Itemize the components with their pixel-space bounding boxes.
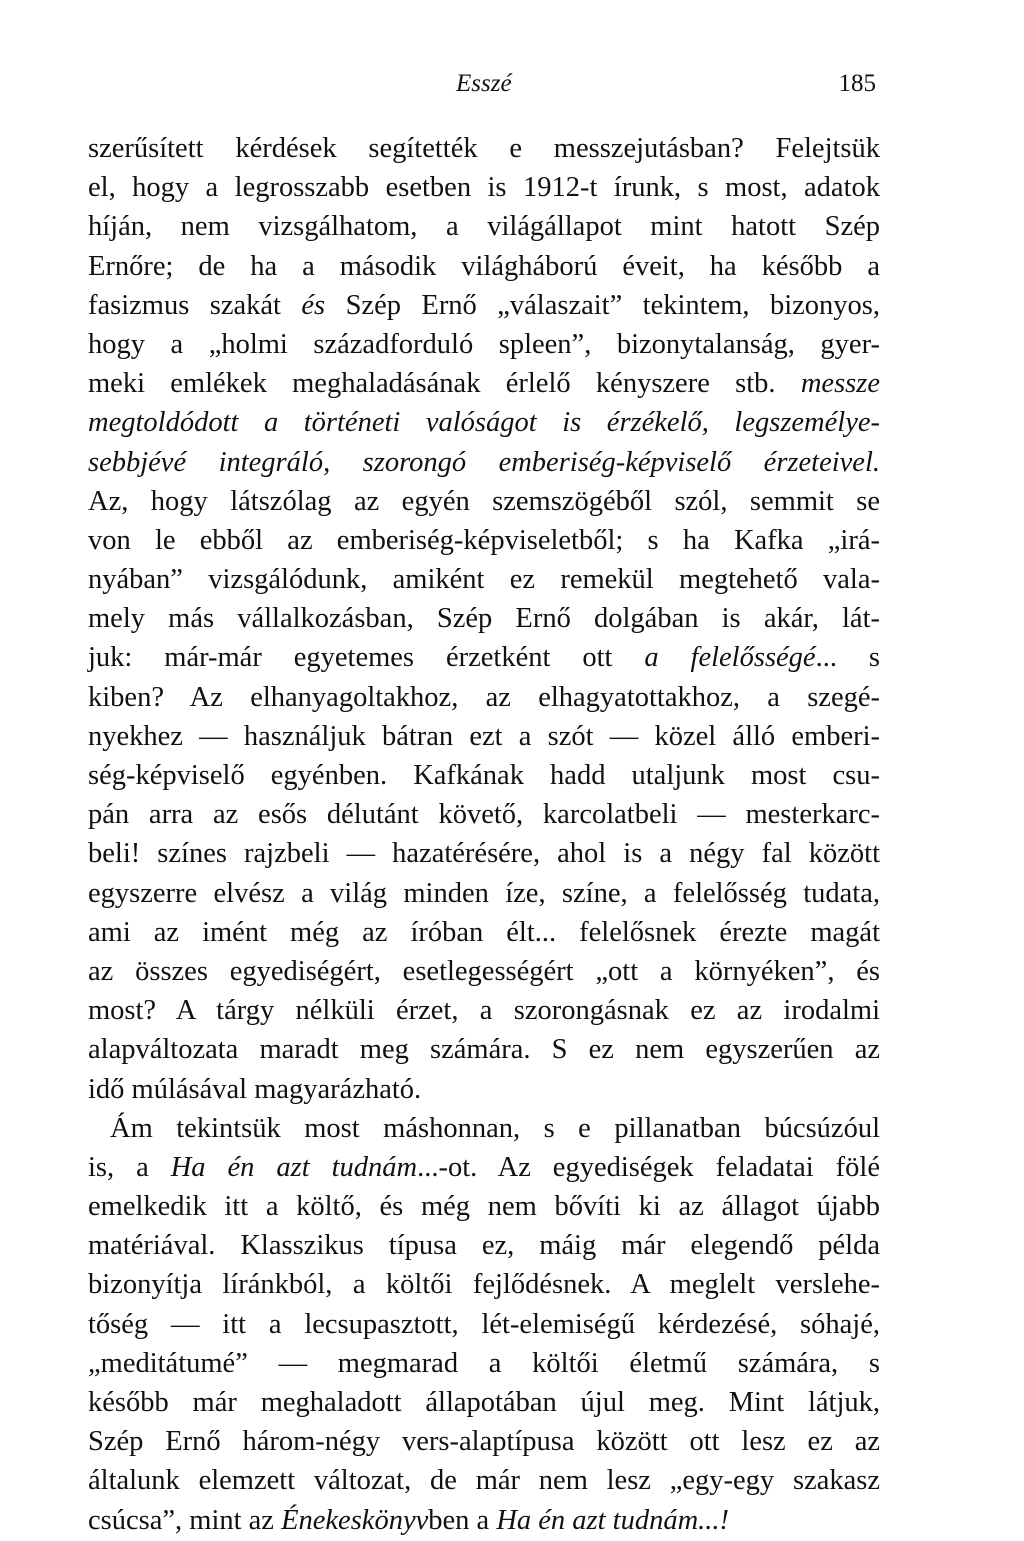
text-line [88,913,880,952]
text-line [88,1226,880,1265]
text-line [88,638,880,677]
text-run: alapváltozata maradt meg számára. S ez nem egyszerűen az [88,1034,880,1066]
text-run: később már meghaladott állapotában újul meg. Mint látjuk, [88,1387,880,1418]
text-run: tőség — itt a lecsupasztott, lét-elemiségű kérdezésé, sóhajé, [88,1308,880,1340]
text-line [88,1148,880,1187]
text-line [88,756,880,795]
section-title: Esszé [456,70,512,97]
text-run: meki emlékek meghaladásának érlelő kényszere stb. [88,368,801,400]
text-line [88,1501,880,1540]
text-line [88,1030,880,1069]
text-run: ben a [428,1504,497,1536]
text-run: matériával. Klasszikus típusa ez, máig már elegendő példa [88,1230,880,1262]
text-line [88,952,880,991]
text-run: kiben? Az elhanyagoltakhoz, az elhagyatottakhoz, a szegé- [88,681,880,713]
italic-text: Ha én azt tudnám [170,1151,418,1183]
text-run: Ernőre; de ha a második világháború éveit, ha később a [88,250,880,282]
text-run: fasizmus szakát [88,289,302,321]
text-line [88,560,880,599]
text-line [88,1109,880,1148]
text-run: Szép Ernő „válaszait” tekintem, bizonyos, [325,289,880,321]
text-line [88,364,880,403]
text-run: pán arra az esős délutánt követő, karcolatbeli — mesterkarc- [88,799,880,831]
text-line [88,1070,880,1109]
text-line [88,207,880,246]
text-run: egyszerre elvész a világ minden íze, színe, a felelősség tudata, [88,877,880,909]
italic-text: messze [800,368,880,400]
italic-text: Énekeskönyv [281,1504,429,1536]
text-line [88,1305,880,1344]
text-run: Szép Ernő három-négy vers-alaptípusa között ott lesz ez az [88,1426,880,1458]
text-run: általunk elemzett változat, de már nem lesz „egy-egy szakasz [88,1465,880,1497]
text-line [88,991,880,1030]
text-line [88,168,880,207]
text-run: is, a [88,1151,171,1183]
text-run: Az, hogy látszólag az egyén szemszögéből szól, semmit se [88,485,880,517]
text-line [88,717,880,756]
text-run: von le ebből az emberiség-képviseletből; s ha Kafka „irá- [88,524,880,556]
text-run: ség-képviselő egyénben. Kafkának hadd utaljunk most csu- [88,760,880,791]
text-line [88,403,880,442]
text-run: most? A tárgy nélküli érzet, a szorongásnak ez az irodalmi [88,995,880,1027]
page-number: 185 [838,70,876,97]
text-line [88,521,880,560]
italic-text: sebbjévé integráló, szorongó emberiség-képviselő érzeteivel. [88,446,880,478]
text-line [88,874,880,913]
text-line [88,286,880,325]
text-line [88,482,880,521]
text-run: mely más vállalkozásban, Szép Ernő dolgában is akár, lát- [88,603,880,635]
text-line [88,1344,880,1383]
text-run: beli! színes rajzbeli — hazatérésére, ahol is a négy fal között [88,838,880,870]
italic-text: a felelősségé [644,642,816,674]
text-line [88,129,880,168]
running-header [88,70,880,106]
text-run: hogy a „holmi századforduló spleen”, bizonytalanság, gyer- [88,328,880,360]
text-line [88,678,880,717]
text-run: szerűsített kérdések segítették e messzejutásban? Felejtsük [88,133,880,164]
text-run: ami az imént még az íróban élt... felelősnek érezte magát [88,916,880,948]
text-line [88,1187,880,1226]
italic-text: Ha én azt tudnám...! [496,1504,730,1536]
text-run: „meditátumé” — megmarad a költői életmű számára, s [88,1347,880,1379]
text-run: Ám tekintsük most máshonnan, s e pillanatban búcsúzóul [110,1112,880,1144]
text-line [88,599,880,638]
text-line [88,1461,880,1500]
italic-text: megtoldódott a történeti valóságot is érzékelő, legszemélye- [88,407,880,439]
text-run: ...-ot. Az egyediségek feladatai fölé [417,1151,880,1183]
italic-text: és [301,289,326,321]
text-line [88,1422,880,1461]
text-run: ... s [815,642,880,674]
text-line [88,443,880,482]
text-run: bizonyítja líránkból, a költői fejlődésnek. A meglelt verslehe- [88,1269,880,1301]
text-run: emelkedik itt a költő, és még nem bővíti ki az állagot újabb [88,1191,880,1223]
text-run: idő múlásával magyarázható. [88,1073,422,1105]
book-page [88,0,880,1541]
text-line [88,325,880,364]
text-line [88,247,880,286]
body-text [88,129,880,1540]
text-run: nyekhez — használjuk bátran ezt a szót — közel álló emberi- [88,720,880,752]
text-line [88,795,880,834]
text-line [88,1265,880,1304]
text-run: az összes egyediségért, esetlegességért „ott a környéken”, és [88,955,880,987]
text-run: el, hogy a legrosszabb esetben is 1912-t írunk, s most, adatok [88,172,880,204]
text-run: juk: már-már egyetemes érzetként ott [88,642,645,674]
text-line [88,834,880,873]
text-run: híján, nem vizsgálhatom, a világállapot mint hatott Szép [88,211,880,243]
text-run: nyában” vizsgálódunk, amiként ez remekül megtehető vala- [88,564,880,596]
text-line [88,1383,880,1422]
text-run: csúcsa”, mint az [88,1504,282,1536]
